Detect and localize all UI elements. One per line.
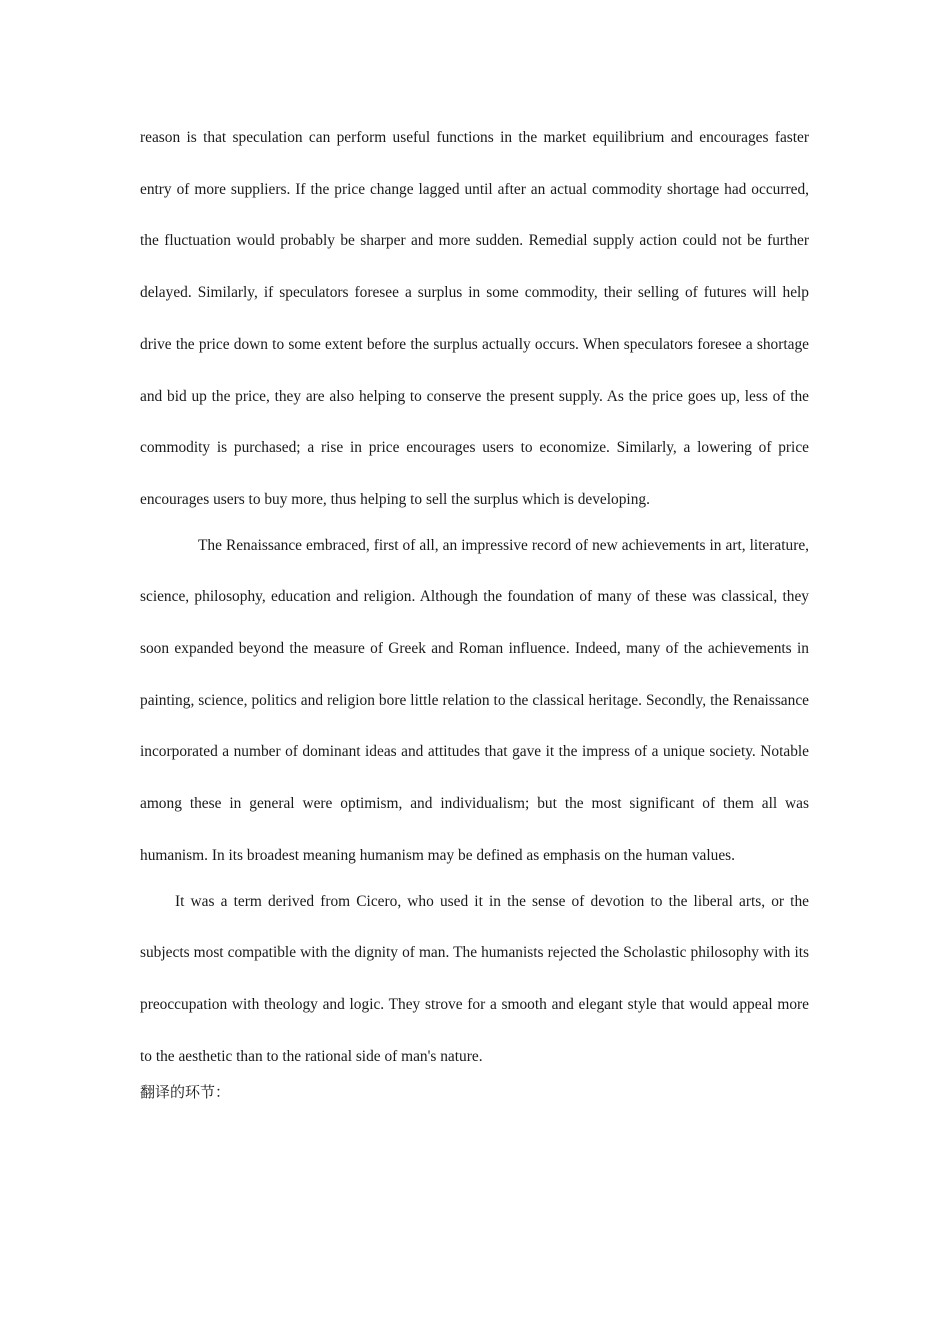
document-page bbox=[140, 112, 809, 1112]
paragraph-renaissance: The Renaissance embraced, first of all, an impressive record of new achievements in art, literature, science, philosophy, education and religion. Although the foundation of many of these was classical, they soon expanded beyond the measure of Greek and Roman influence. Indeed, many of the achievements in painting, science, politics and religion bore little relation to the classical heritage. Secondly, the Renaissance incorporated a number of dominant ideas and attitudes that gave it the impress of a unique society. Notable among these in general were optimism, and individualism; but the most significant of them all was humanism. In its broadest meaning humanism may be defined as emphasis on the human values. bbox=[140, 536, 809, 864]
paragraph-speculation: reason is that speculation can perform useful functions in the market equilibrium and encourages faster entry of more suppliers. If the price change lagged until after an actual commodity shortage had occurred, the fluctuation would probably be sharper and more sudden. Remedial supply action could not be further delayed. Similarly, if speculators foresee a surplus in some commodity, their selling of futures will help drive the price down to some extent before the surplus actually occurs. When speculators foresee a shortage and bid up the price, they are also helping to conserve the present supply. As the price goes up, less of the commodity is purchased; a rise in price encourages users to economize. Similarly, a lowering of price encourages users to buy more, thus helping to sell the surplus which is developing. bbox=[140, 129, 809, 508]
section-heading-translation-steps: 翻译的环节： bbox=[140, 1083, 231, 1102]
paragraph-cicero: It was a term derived from Cicero, who used it in the sense of devotion to the liberal arts, or the subjects most compatible with the dignity of man. The humanists rejected the Scholastic philosophy with its preoccupation with theology and logic. They strove for a smooth and elegant style that would appeal more to the aesthetic than to the rational side of man's nature. bbox=[140, 892, 809, 1065]
